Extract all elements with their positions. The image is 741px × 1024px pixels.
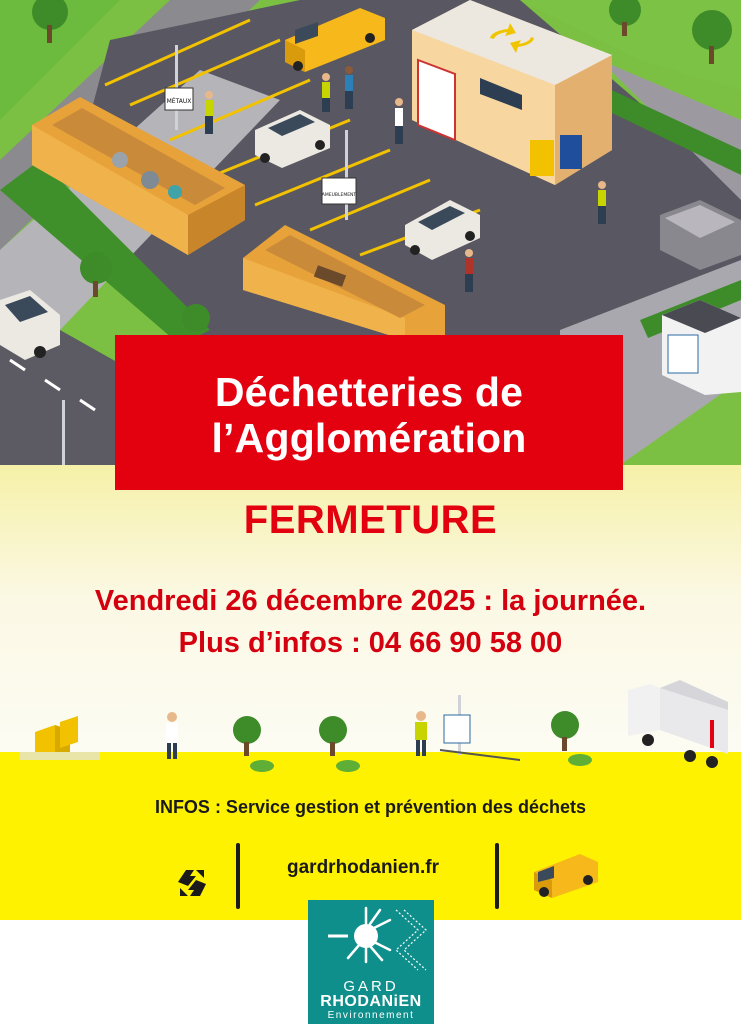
truck-icon: [628, 680, 728, 768]
logo-gard-text: GARD: [343, 978, 399, 995]
person-illustration: [166, 712, 178, 759]
tree-icon: [319, 716, 360, 772]
recycle-icon: [172, 866, 212, 900]
bins-illustration: [20, 716, 100, 760]
metaux-sign: MÉTAUX: [166, 98, 192, 105]
van-icon: [530, 848, 602, 900]
worker-illustration: [415, 695, 520, 760]
tree-icon: [233, 716, 274, 772]
ameublement-sign: AMEUBLEMENT: [321, 193, 357, 198]
info-phone-line: Plus d’infos : 04 66 90 58 00: [178, 627, 563, 659]
separator-right: [495, 843, 499, 909]
tree-icon: [551, 711, 592, 766]
infos-line: INFOS : Service gestion et prévention des déchets: [154, 797, 587, 817]
title-banner: [115, 335, 623, 490]
closure-date-line: Vendredi 26 décembre 2025 : la journée.: [94, 585, 647, 617]
logo-environnement-text: Environnement: [327, 1010, 415, 1021]
ground-scene: [0, 670, 741, 780]
separator-left: [236, 843, 240, 909]
gard-rhodanien-logo: [308, 900, 434, 1024]
website-link[interactable]: gardrhodanien.fr: [287, 857, 440, 878]
fermeture-headline: FERMETURE: [243, 498, 498, 542]
title-line-2: l’Agglomération: [211, 415, 527, 461]
title-line-1: Déchetteries de: [214, 369, 524, 415]
logo-rhodanien-text: RHODANiEN: [320, 993, 422, 1010]
logo-emblem: [308, 900, 434, 980]
